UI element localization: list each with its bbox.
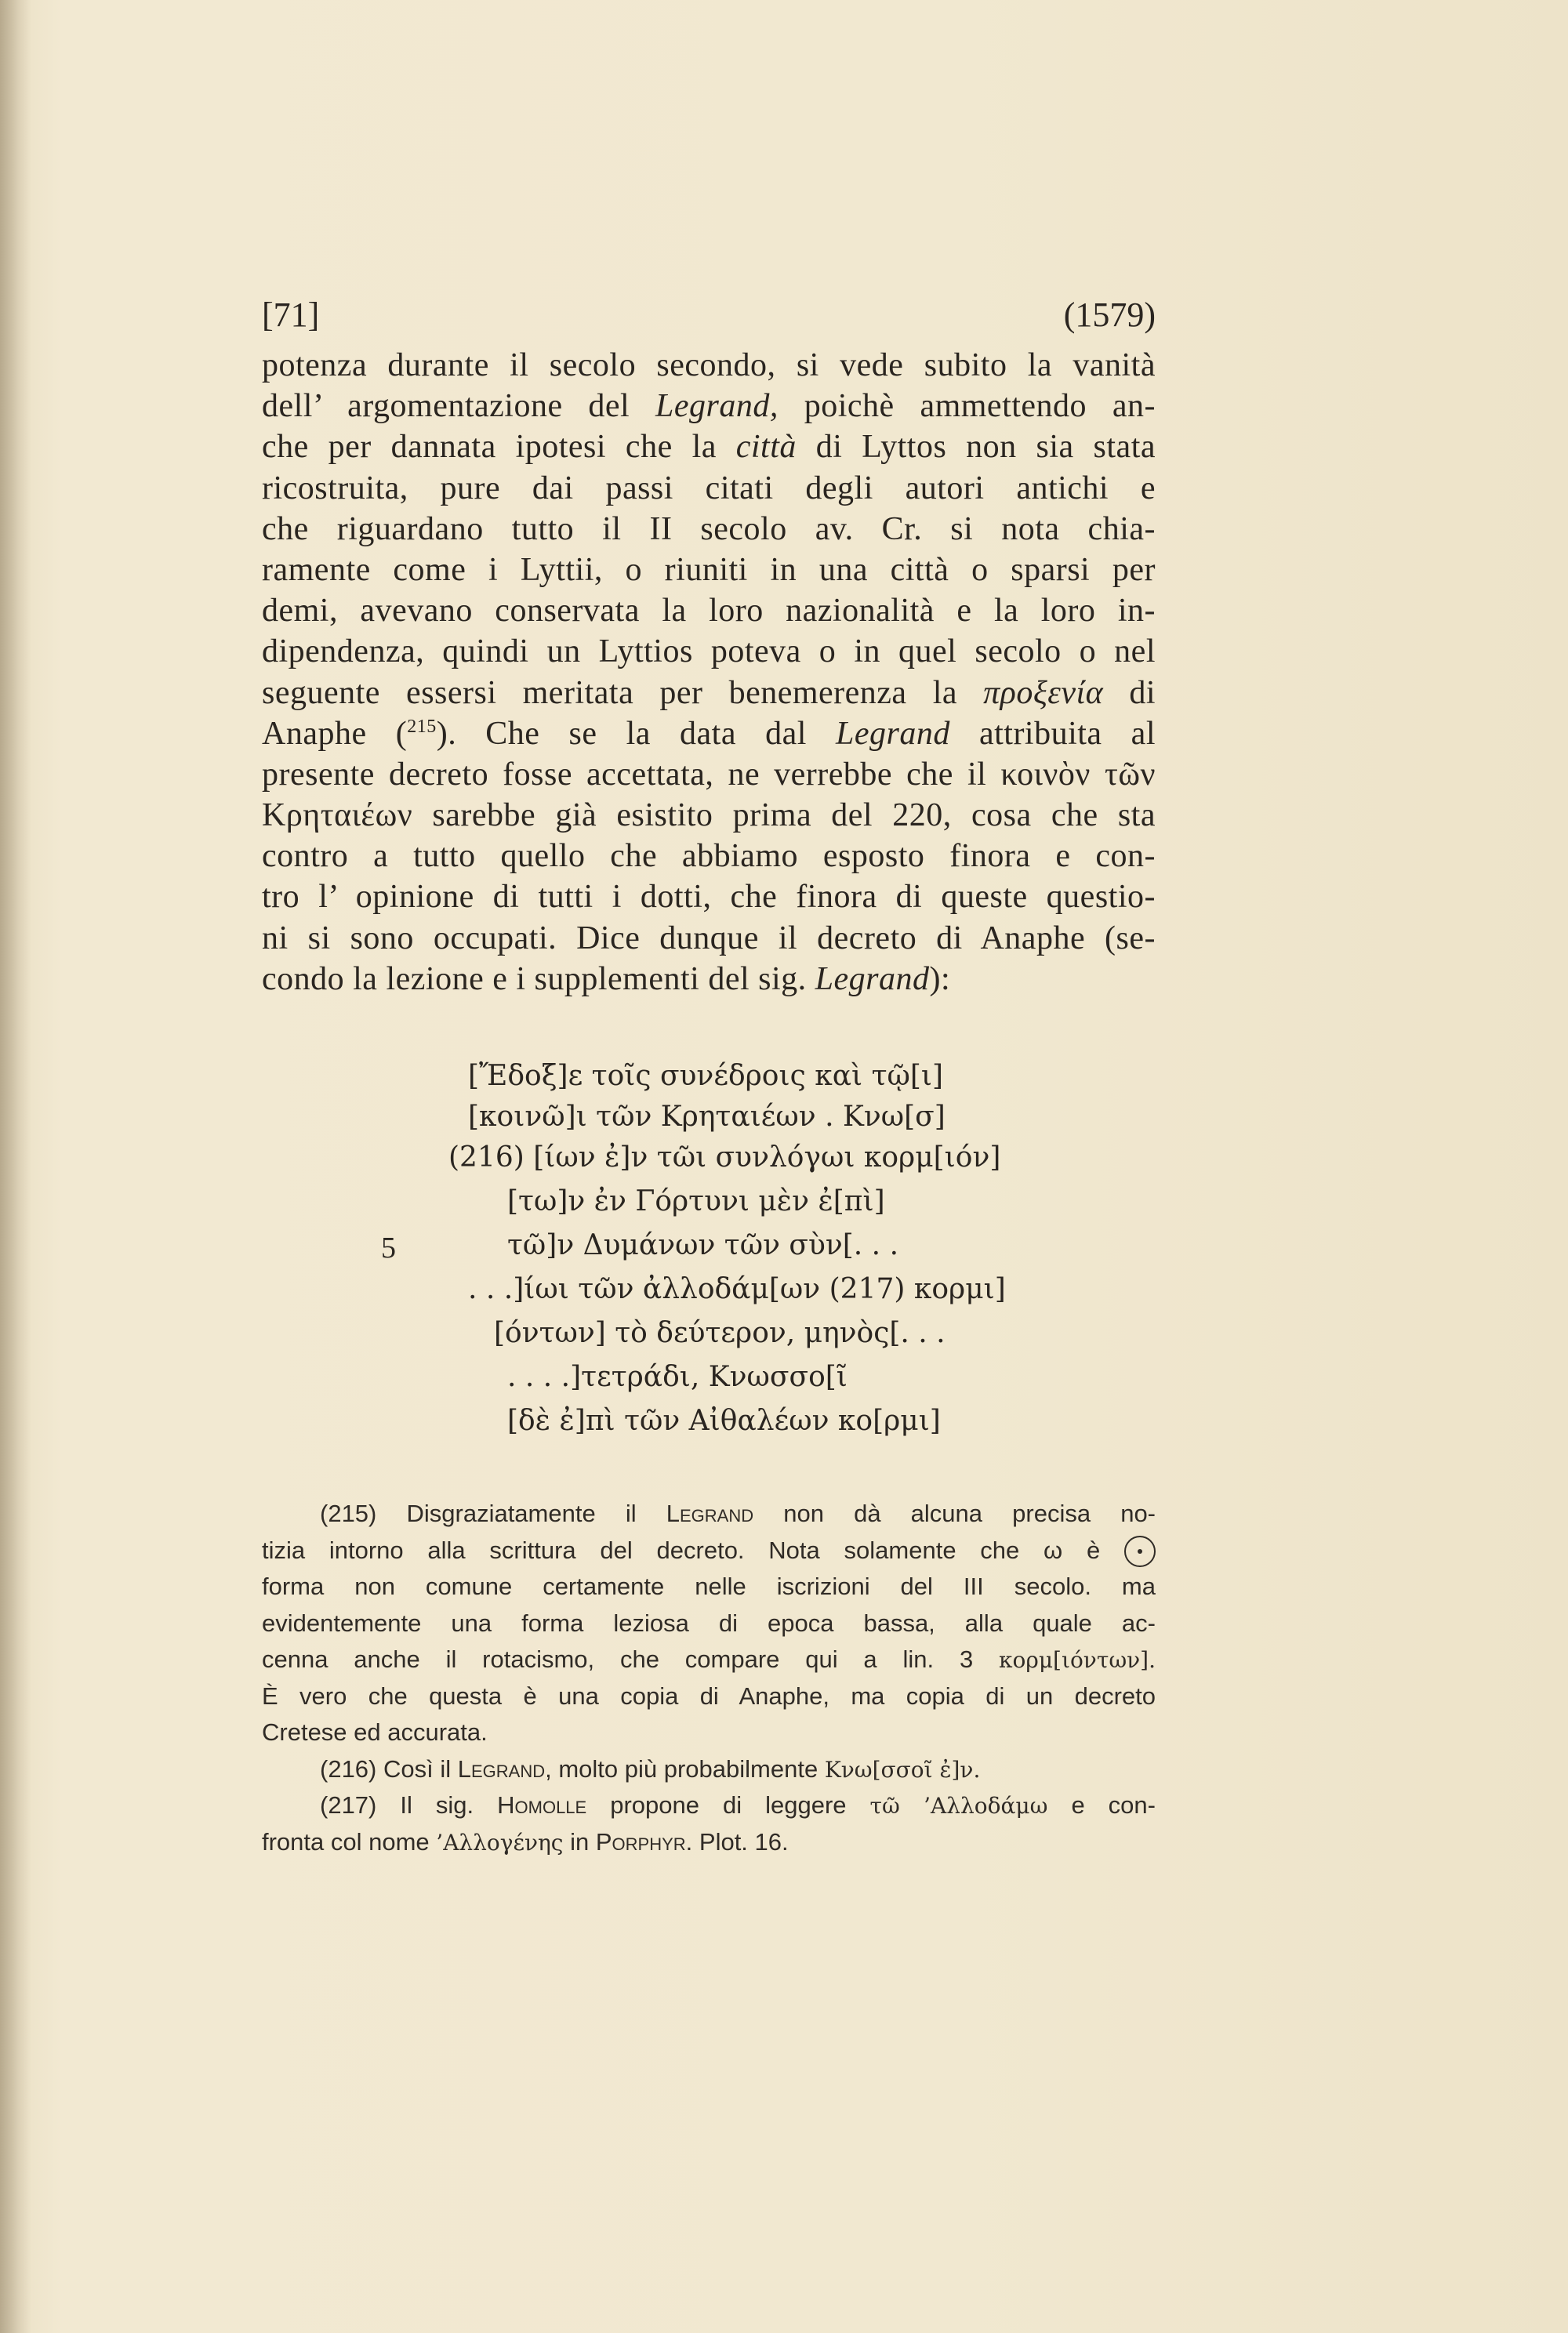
footnote-217: (217) Il sig. Homolle propone di leggere τῶ ’Αλλοδάμω e con- bbox=[320, 1791, 1156, 1819]
text-line: ni si sono occupati. Dice dunque il decreto di Anaphe (se- bbox=[262, 920, 1156, 956]
text-line: tro l’ opinione di tutti i dotti, che finora di queste questio- bbox=[262, 879, 1156, 916]
inscription-line: [κοινῶ]ι τῶν Κρηταιέων . Κνω[σ] bbox=[468, 1101, 946, 1133]
page-number-right: (1579) bbox=[1063, 296, 1156, 334]
text-line: Κρηταιέων sarebbe già esistito prima del 220, cosa che sta bbox=[262, 797, 1156, 834]
inscription-line: . . .]ίωι τῶν ἀλλοδάμ[ων (217) κορμι] bbox=[468, 1273, 1006, 1305]
footnote-line: evidentemente una forma leziosa di epoca bassa, alla quale ac- bbox=[262, 1609, 1156, 1637]
footnote-line: cenna anche il rotacismo, che compare qui a lin. 3 κορμ[ιόντων]. bbox=[262, 1645, 1156, 1673]
footnote-ref: 215 bbox=[407, 716, 437, 737]
inscription-line: [δὲ ἐ]πὶ τῶν Αἰθαλέων κο[ρμι] bbox=[507, 1405, 941, 1437]
footnote-215: (215) Disgraziatamente il Legrand non dà alcuna precisa no- bbox=[320, 1500, 1156, 1527]
text-line: ricostruita, pure dai passi citati degli autori antichi e bbox=[262, 470, 1156, 506]
text-line: contro a tutto quello che abbiamo esposto finora e con- bbox=[262, 838, 1156, 875]
footnote-line: Cretese ed accurata. bbox=[262, 1718, 488, 1746]
footnote-line: tizia intorno alla scrittura del decreto. Nota solamente che ω è bbox=[262, 1533, 1156, 1569]
inscription-line-number: 5 bbox=[381, 1232, 396, 1264]
footnote-line: forma non comune certamente nelle iscrizioni del III secolo. ma bbox=[262, 1573, 1156, 1600]
footnotes bbox=[262, 1496, 1156, 1860]
inscription-line: [τω]ν ἐν Γόρτυνι μὲν ἐ[πὶ] bbox=[507, 1185, 885, 1217]
text-line: ramente come i Lyttii, o riuniti in una città o sparsi per bbox=[262, 551, 1156, 588]
inscription-line: τῶ]ν Δυμάνων τῶν σὺν[. . . bbox=[507, 1229, 899, 1261]
text-line: dipendenza, quindi un Lyttios poteva o in quel secolo o nel bbox=[262, 633, 1156, 670]
inscription-line: [όντων] τὸ δεύτερον, μηνὸς[. . . bbox=[494, 1317, 946, 1349]
footnote-line: È vero che questa è una copia di Anaphe, ma copia di un decreto bbox=[262, 1682, 1156, 1710]
text-line: che riguardano tutto il II secolo av. Cr. si nota chia- bbox=[262, 510, 1156, 547]
inscription-line: . . . .]τετράδι, Κνωσσο[ῖ bbox=[507, 1361, 848, 1393]
text-line: condo la lezione e i supplementi del sig. Legrand): bbox=[262, 960, 951, 997]
text-line: Anaphe ($^{215}$). Che se la data dal Legrand attribuita al bbox=[262, 715, 1156, 752]
text-line: potenza durante il secolo secondo, si vede subito la vanità bbox=[262, 347, 1156, 383]
text-line: demi, avevano conservata la loro nazionalità e la loro in- bbox=[262, 593, 1156, 630]
text-line: presente decreto fosse accettata, ne verrebbe che il κοινὸν τῶν bbox=[262, 756, 1156, 793]
binding-shadow bbox=[0, 0, 31, 2333]
footnote-216: (216) Così il Legrand, molto più probabilmente Κνω[σσοῖ ἐ]ν. bbox=[320, 1754, 981, 1783]
footnote-line: fronta col nome ’Αλλογένης in Porphyr. Plot. 16. bbox=[262, 1827, 789, 1856]
page-number-left: [71] bbox=[262, 296, 320, 334]
page-header bbox=[262, 295, 1156, 339]
text-line: dell’ argomentazione del Legrand, poichè ammettendo an- bbox=[262, 388, 1156, 425]
inscription-line: (216) [ίων ἐ]ν τῶι συνλόγωι κορμ[ιόν] bbox=[448, 1141, 1001, 1174]
text-line: seguente essersi meritata per benemerenza la προξενία di bbox=[262, 674, 1156, 711]
circle-dot-icon bbox=[1124, 1536, 1156, 1567]
inscription-line: [Ἔδοξ]ε τοῖς συνέδροις καὶ τῷ[ι] bbox=[468, 1060, 944, 1092]
text-line: che per dannata ipotesi che la città di Lyttos non sia stata bbox=[262, 429, 1156, 466]
main-text bbox=[262, 345, 1156, 1000]
